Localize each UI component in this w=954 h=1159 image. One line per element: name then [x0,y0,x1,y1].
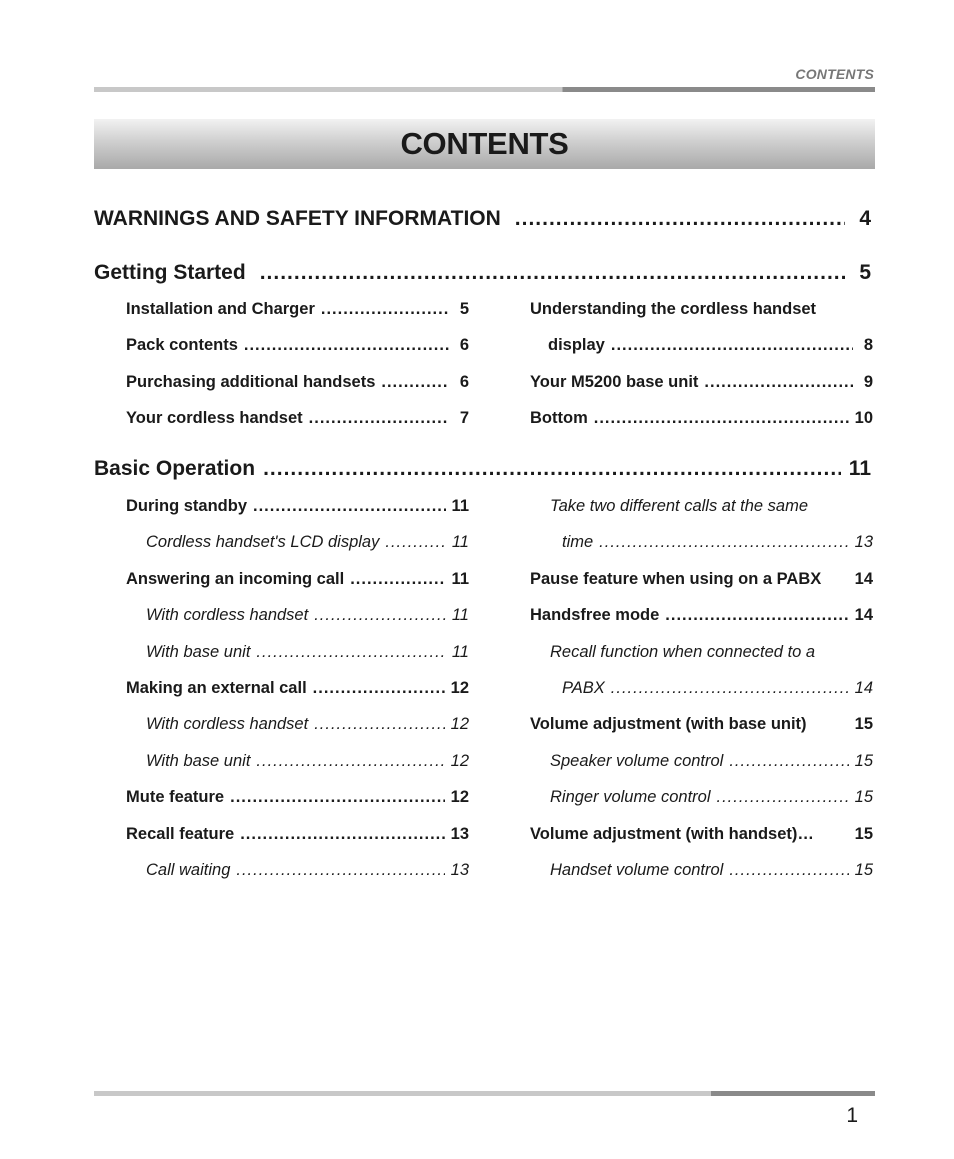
getting-started-right-column [530,300,873,446]
toc-leader [263,457,841,481]
toc-entry-label: Installation and Charger [126,300,315,318]
toc-entry-label: Take two different calls at the same [550,497,809,515]
toc-section-label: Getting Started [94,261,246,284]
toc-page-number: 11 [451,606,469,625]
toc-entry[interactable] [126,497,469,533]
toc-entry[interactable] [530,336,873,372]
toc-entry[interactable] [530,715,873,751]
toc-subentry[interactable] [530,533,873,569]
toc-leader [729,861,848,880]
toc-leader [309,409,449,428]
toc-leader [314,606,446,625]
toc-section-label: Basic Operation [94,457,256,480]
toc-page-number: 15 [854,788,873,807]
toc-entry-label: Call waiting [146,860,231,879]
toc-entry[interactable] [126,373,469,409]
toc-entry-label: PABX [562,678,605,697]
toc-page-number: 13 [450,824,469,843]
toc-entry-label: Recall feature [126,824,235,843]
toc-subentry[interactable] [530,861,873,897]
toc-entry-label: With base unit [146,751,251,770]
toc-subentry[interactable] [126,606,469,642]
toc-entry[interactable] [530,409,873,445]
toc-leader [515,207,846,231]
footer-rule [94,1091,875,1096]
toc-page-number: 9 [863,372,873,391]
toc-page-number: 12 [450,788,469,807]
toc-subentry[interactable] [530,679,873,715]
toc-entry[interactable] [530,570,873,606]
toc-leader [236,861,444,880]
toc-leader [230,788,445,807]
toc-entry[interactable] [530,825,873,861]
toc-entry[interactable] [126,570,469,606]
toc-leader [321,300,449,319]
toc-leader [599,533,848,552]
toc-section-label: WARNINGS AND SAFETY INFORMATION [94,207,501,230]
toc-entry-label: With base unit [146,642,251,661]
toc-leader [314,715,444,734]
page-title: CONTENTS [400,126,569,161]
toc-entry-label: With cordless handset [146,606,309,625]
running-header: CONTENTS [795,66,874,82]
toc-entry-label: Answering an incoming call [126,569,345,588]
toc-leader [350,570,445,589]
toc-subentry[interactable] [126,752,469,788]
toc-entry[interactable] [126,788,469,824]
toc-leader [244,336,449,355]
toc-page-number: 15 [854,860,873,879]
toc-page-number: 14 [854,569,873,588]
toc-page-number: 12 [450,715,469,734]
toc-page-number: 5 [859,261,871,284]
toc-entry[interactable] [530,300,873,336]
toc-leader [260,261,846,285]
toc-leader [611,679,849,698]
toc-leader [717,788,849,807]
toc-entry-label: Mute feature [126,788,225,807]
toc-page-number: 12 [450,678,469,697]
toc-entry-label: Ringer volume control [550,788,711,807]
toc-leader [256,752,444,771]
toc-leader [313,679,445,698]
toc-entry-label: Pause feature when using on a PABX [530,569,822,588]
toc-leader [253,497,446,516]
getting-started-left-column [126,300,469,446]
toc-subentry[interactable] [530,497,873,533]
toc-entry-label: Volume adjustment (with base unit) [530,715,807,734]
toc-entry-label: Speaker volume control [550,751,724,770]
toc-page-number: 10 [854,409,873,428]
toc-subentry[interactable] [126,715,469,751]
toc-entry[interactable] [126,679,469,715]
toc-entry-label: Understanding the cordless handset [530,300,817,318]
toc-leader [594,409,849,428]
toc-leader [381,373,449,392]
toc-entry-label: Your M5200 base unit [530,372,699,391]
toc-leader [729,752,848,771]
toc-page-number: 6 [459,336,469,355]
toc-section-getting-started[interactable] [94,261,871,291]
toc-leader [665,606,848,625]
toc-page-number: 14 [854,606,873,625]
toc-page-number: 14 [854,678,873,697]
toc-page-number: 4 [859,207,871,230]
toc-entry[interactable] [126,409,469,445]
toc-entry-label: Bottom [530,409,588,428]
toc-entry[interactable] [126,336,469,372]
toc-page-number: 11 [451,497,469,515]
toc-page-number: 13 [450,860,469,879]
toc-entry-label: Pack contents [126,336,238,355]
toc-page-number: 11 [451,569,469,588]
toc-page-number: 15 [854,715,873,734]
toc-entry-label: Handsfree mode [530,606,660,625]
toc-page-number: 12 [450,751,469,770]
toc-page-number: 11 [848,457,871,480]
toc-subentry[interactable] [126,861,469,897]
toc-page-number: 8 [863,336,873,355]
toc-page-number: 11 [451,642,469,661]
toc-leader [611,336,853,355]
toc-entry-label: time [562,533,594,552]
toc-page-number: 15 [854,751,873,770]
toc-entry[interactable] [126,300,469,336]
toc-entry-label: Cordless handset's LCD display [146,533,380,552]
toc-entry-label: Making an external call [126,678,307,697]
basic-operation-right-column [530,497,873,897]
toc-entry-label: Handset volume control [550,860,724,879]
toc-entry-label: During standby [126,497,248,515]
toc-entry-label: Volume adjustment (with handset)… [530,824,814,843]
toc-page-number: 6 [459,372,469,391]
toc-page-number: 13 [854,533,873,552]
toc-leader [385,533,446,552]
toc-page-number: 11 [451,533,469,552]
header-rule [94,87,875,92]
toc-leader [240,825,444,844]
toc-subentry[interactable] [530,788,873,824]
toc-section-basic-operation[interactable] [94,457,871,487]
title-band [94,119,875,169]
toc-entry[interactable] [126,825,469,861]
toc-entry[interactable] [530,373,873,409]
toc-entry-label: display [548,336,605,355]
toc-section-warnings[interactable] [94,207,871,237]
basic-operation-left-column [126,497,469,897]
toc-entry-label: With cordless handset [146,715,309,734]
toc-entry-label: Purchasing additional handsets [126,372,376,391]
toc-subentry[interactable] [530,643,873,679]
toc-page-number: 15 [854,824,873,843]
toc-subentry[interactable] [126,643,469,679]
toc-leader [704,373,853,392]
toc-page-number: 7 [459,409,469,428]
toc-entry-label: Recall function when connected to a [550,642,816,661]
toc-subentry[interactable] [126,533,469,569]
toc-page-number: 5 [459,300,469,318]
toc-entry[interactable] [530,606,873,642]
toc-entry-label: Your cordless handset [126,409,303,428]
page-number: 1 [846,1104,858,1127]
toc-leader [256,643,445,662]
toc-subentry[interactable] [530,752,873,788]
